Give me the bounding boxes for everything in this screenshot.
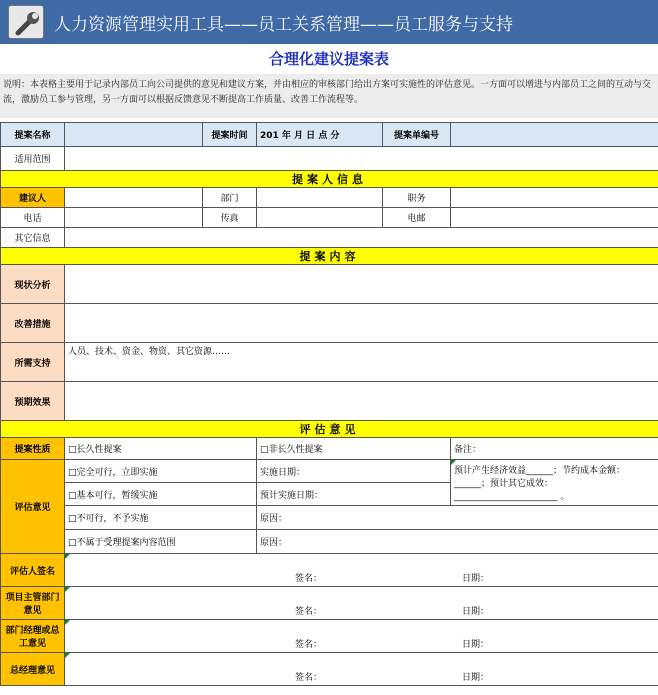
position-label: 职务	[383, 188, 451, 208]
nature-label: 提案性质	[1, 438, 65, 460]
section-content: 提案内容	[1, 248, 658, 265]
wrench-icon	[8, 5, 44, 39]
date-label: 日期：	[462, 640, 490, 650]
option-feasible-checkbox[interactable]: □完全可行，立即实施	[65, 460, 257, 483]
proposal-time-label: 提案时间	[203, 123, 257, 147]
scope-field[interactable]	[65, 147, 658, 171]
proposer-name-label: 建议人	[1, 188, 65, 208]
proposal-no-label: 提案单编号	[383, 123, 451, 147]
proposal-time-field[interactable]: 201 年 月 日 点 分	[257, 123, 383, 147]
app-header	[0, 0, 658, 44]
gm-opinion-field[interactable]	[65, 653, 658, 686]
infeasible-reason-field[interactable]: 原因：	[257, 506, 658, 530]
phone-label: 电话	[1, 208, 65, 228]
other-info-field[interactable]	[65, 228, 658, 248]
email-field[interactable]	[451, 208, 658, 228]
implement-date-field[interactable]: 实施日期：	[257, 460, 451, 483]
proposal-no-field[interactable]	[451, 123, 658, 147]
manager-opinion-field[interactable]	[65, 620, 658, 653]
signature-label: 签名：	[295, 673, 323, 683]
signature-label: 签名：	[295, 574, 323, 584]
dept-label: 部门	[203, 188, 257, 208]
manager-opinion-label: 部门经理或总工意见	[1, 620, 65, 653]
dept-field[interactable]	[257, 188, 383, 208]
date-label: 日期：	[462, 673, 490, 683]
dept-head-opinion-label: 项目主管部门意见	[1, 587, 65, 620]
out-of-scope-reason-field[interactable]: 原因：	[257, 530, 658, 554]
form-title: 合理化建议提案表	[268, 50, 389, 68]
evaluation-opinion-label: 评估意见	[1, 460, 65, 554]
position-field[interactable]	[451, 188, 658, 208]
option-basic-feasible-checkbox[interactable]: □基本可行，暂缓实施	[65, 483, 257, 506]
fax-field[interactable]	[257, 208, 383, 228]
signature-label: 签名：	[295, 640, 323, 650]
dept-head-opinion-field[interactable]	[65, 587, 658, 620]
phone-field[interactable]	[65, 208, 203, 228]
status-analysis-label: 现状分析	[1, 265, 65, 304]
date-label: 日期：	[462, 574, 490, 584]
proposal-form-table	[0, 122, 658, 686]
option-infeasible-checkbox[interactable]: □不可行，不予实施	[65, 506, 257, 530]
expected-effect-field[interactable]	[65, 382, 658, 421]
proposer-name-field[interactable]	[65, 188, 203, 208]
comment-marker-icon	[65, 587, 70, 592]
expected-effect-label: 预期效果	[1, 382, 65, 421]
signature-label: 签名：	[295, 607, 323, 617]
support-field[interactable]: 人员、技术、资金、物资、其它资源……	[65, 343, 658, 382]
long-term-checkbox[interactable]: □长久性提案	[65, 438, 257, 460]
fax-label: 传真	[203, 208, 257, 228]
evaluator-sign-field[interactable]	[65, 554, 658, 587]
comment-marker-icon	[65, 653, 70, 658]
evaluator-sign-label: 评估人签名	[1, 554, 65, 587]
scope-label: 适用范围	[1, 147, 65, 171]
planned-date-field[interactable]: 预计实施日期：	[257, 483, 451, 506]
option-out-of-scope-checkbox[interactable]: □不属于受理提案内容范围	[65, 530, 257, 554]
proposal-name-field[interactable]	[65, 123, 203, 147]
header-title: 人力资源管理实用工具——员工关系管理——员工服务与支持	[54, 15, 513, 35]
comment-marker-icon	[451, 460, 456, 465]
section-proposer: 提案人信息	[1, 171, 658, 188]
gm-opinion-label: 总经理意见	[1, 653, 65, 686]
status-analysis-field[interactable]	[65, 265, 658, 304]
proposal-name-label: 提案名称	[1, 123, 65, 147]
improvement-field[interactable]	[65, 304, 658, 343]
other-info-label: 其它信息	[1, 228, 65, 248]
non-long-term-checkbox[interactable]: □非长久性提案	[257, 438, 451, 460]
email-label: 电邮	[383, 208, 451, 228]
support-label: 所需支持	[1, 343, 65, 382]
benefit-field[interactable]	[451, 460, 658, 506]
benefit-text: 预计产生经济效益______；节约成本金额：______；预计其它成效：_______________________ 。	[454, 466, 626, 502]
comment-marker-icon	[65, 620, 70, 625]
comment-marker-icon	[65, 554, 70, 559]
improvement-label: 改善措施	[1, 304, 65, 343]
date-label: 日期：	[462, 607, 490, 617]
remark-field[interactable]: 备注：	[451, 438, 658, 460]
section-evaluation: 评估意见	[1, 421, 658, 438]
form-description: 说明：本表格主要用于记录内部员工向公司提供的意见和建议方案，并由相应的审核部门给出方案可实施性的评估意见。一方面可以增进与内部员工之间的互动与交流，激励员工参与管理，另一方面可以根据反馈意见不断提高工作质量、改善工作流程等。	[0, 74, 658, 118]
